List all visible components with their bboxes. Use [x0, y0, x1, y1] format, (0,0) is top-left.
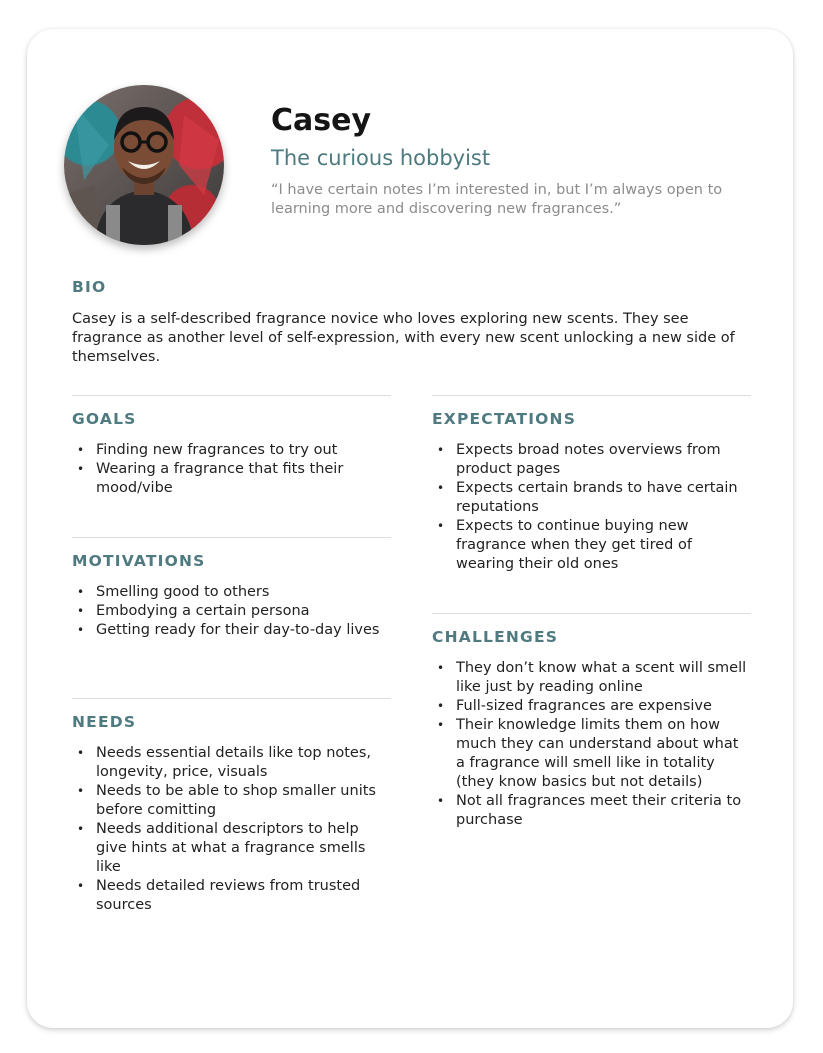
avatar — [64, 85, 224, 245]
avatar-portrait-icon — [64, 85, 224, 245]
list-item: • Getting ready for their day-to-day lives — [72, 621, 391, 640]
divider — [72, 698, 391, 699]
list-item: • Their knowledge limits them on how much they can understand about what a fragrance will smell like in totality (they know basics but not details) — [432, 716, 751, 792]
challenges-heading: CHALLENGES — [432, 628, 559, 646]
persona-name: Casey — [271, 103, 372, 138]
list-item: • Needs to be able to shop smaller units before comitting — [72, 782, 391, 820]
list-item: • Needs essential details like top notes, longevity, price, visuals — [72, 744, 391, 782]
needs-list — [72, 744, 391, 915]
list-item: • Wearing a fragrance that fits their mood/vibe — [72, 460, 391, 498]
list-item: • Full-sized fragrances are expensive — [432, 697, 751, 716]
list-item: • They don’t know what a scent will smell like just by reading online — [432, 659, 751, 697]
list-item: • Needs detailed reviews from trusted sources — [72, 877, 391, 915]
goals-heading: GOALS — [72, 410, 137, 428]
persona-subtitle: The curious hobbyist — [271, 146, 491, 170]
list-item: • Not all fragrances meet their criteria to purchase — [432, 792, 751, 830]
motivations-heading: MOTIVATIONS — [72, 552, 206, 570]
list-item: • Expects certain brands to have certain reputations — [432, 479, 751, 517]
list-item: • Smelling good to others — [72, 583, 391, 602]
expectations-heading: EXPECTATIONS — [432, 410, 577, 428]
expectations-list — [432, 441, 751, 574]
divider — [72, 395, 391, 396]
list-item: • Needs additional descriptors to help give hints at what a fragrance smells like — [72, 820, 391, 877]
list-item: • Finding new fragrances to try out — [72, 441, 391, 460]
needs-heading: NEEDS — [72, 713, 137, 731]
list-item: • Embodying a certain persona — [72, 602, 391, 621]
divider — [72, 537, 391, 538]
bio-heading: BIO — [72, 278, 107, 296]
list-item: • Expects to continue buying new fragrance when they get tired of wearing their old ones — [432, 517, 751, 574]
challenges-list — [432, 659, 751, 830]
persona-quote: “I have certain notes I’m interested in, but I’m always open to learning more and discovering new fragrances.” — [271, 182, 723, 217]
motivations-list — [72, 583, 391, 640]
divider — [432, 613, 751, 614]
divider — [432, 395, 751, 396]
goals-list — [72, 441, 391, 498]
list-item: • Expects broad notes overviews from product pages — [432, 441, 751, 479]
bio-text: Casey is a self-described fragrance novice who loves exploring new scents. They see fragrance as another level of self-expression, with every new scent unlocking a new side of themselves. — [72, 311, 735, 365]
